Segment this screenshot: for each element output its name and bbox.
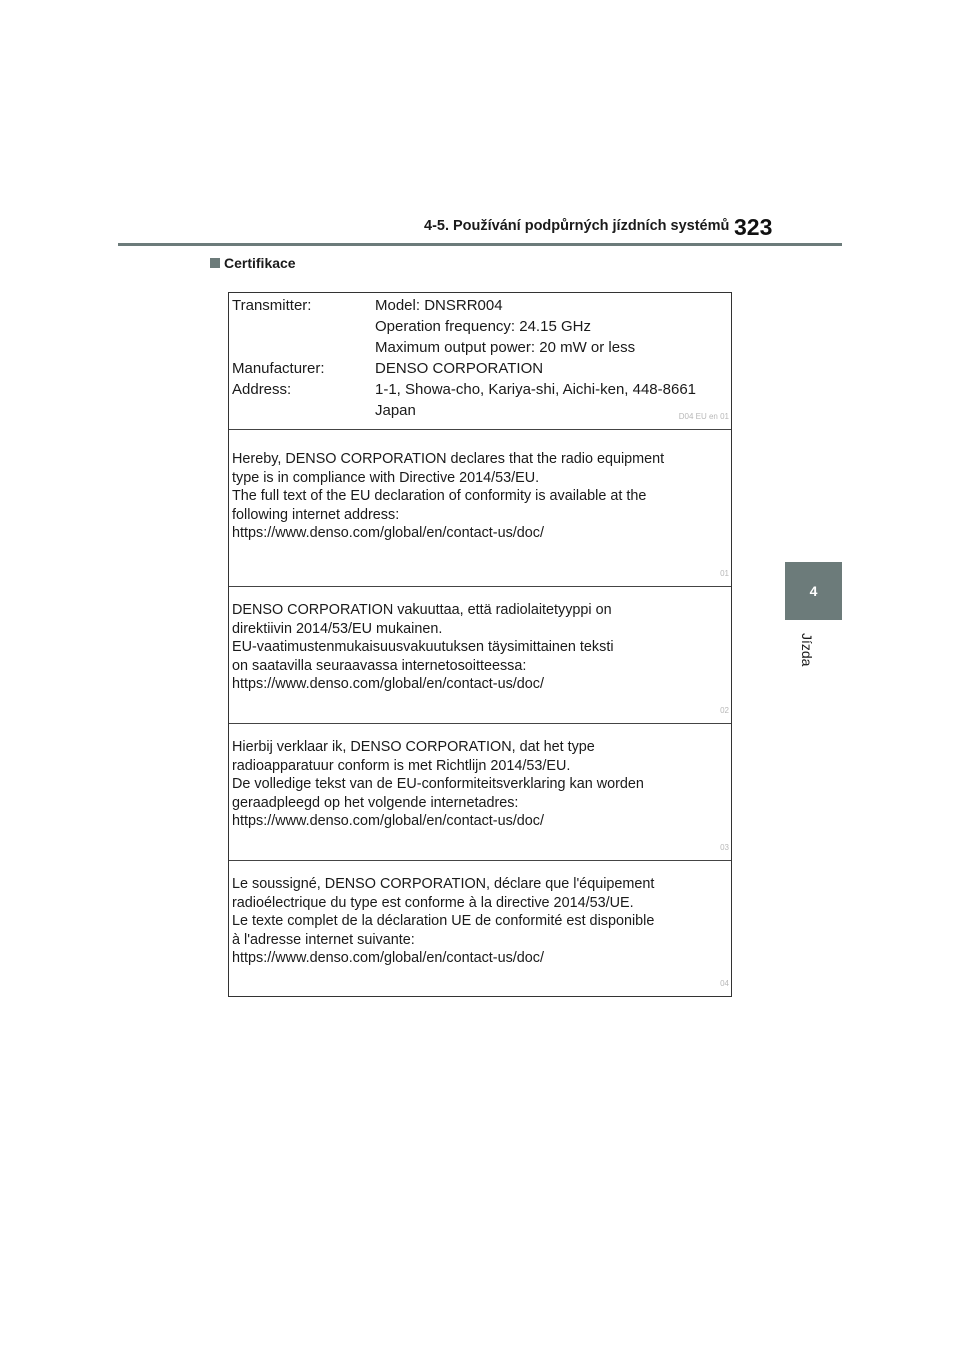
square-bullet-icon bbox=[210, 258, 220, 268]
declaration-line: geraadpleegd op het volgende internetadres: bbox=[232, 794, 519, 811]
spec-value: Maximum output power: 20 mW or less bbox=[375, 339, 636, 356]
declaration-line: radioélectrique du type est conforme à la directive 2014/53/UE. bbox=[232, 894, 634, 911]
declaration-line: https://www.denso.com/global/en/contact-us/doc/ bbox=[232, 525, 544, 542]
spec-label: Address: bbox=[232, 381, 292, 398]
certification-box bbox=[228, 292, 732, 997]
spec-row bbox=[229, 316, 731, 337]
declaration-line: https://www.denso.com/global/en/contact-us/doc/ bbox=[232, 676, 544, 693]
declaration-cell-fr bbox=[229, 861, 731, 996]
declaration-line: on saatavilla seuraavassa internetosoitteessa: bbox=[232, 657, 527, 674]
chapter-tab bbox=[785, 562, 842, 620]
declaration-cell-fi bbox=[229, 587, 731, 724]
section-heading bbox=[210, 255, 296, 271]
declaration-line: Hierbij verklaar ik, DENSO CORPORATION, dat het type bbox=[232, 739, 595, 755]
spec-value: Operation frequency: 24.15 GHz bbox=[375, 318, 591, 335]
declaration-code: 04 bbox=[720, 979, 729, 989]
declaration-line: DENSO CORPORATION vakuuttaa, että radiolaitetyyppi on bbox=[232, 602, 612, 618]
header-rule bbox=[118, 243, 842, 246]
section-heading-text: Certifikace bbox=[224, 255, 296, 271]
declaration-line: Le texte complet de la déclaration UE de conformité est disponible bbox=[232, 913, 655, 930]
declaration-line: The full text of the EU declaration of conformity is available at the bbox=[232, 488, 647, 505]
spec-cell bbox=[229, 293, 731, 430]
declaration-line: Le soussigné, DENSO CORPORATION, déclare que l'équipement bbox=[232, 876, 655, 892]
spec-label bbox=[229, 400, 375, 421]
spec-label bbox=[229, 337, 375, 358]
header-section-title: 4-5. Používání podpůrných jízdních systémů bbox=[424, 218, 730, 234]
declaration-line: EU-vaatimustenmukaisuusvakuutuksen täysimittainen teksti bbox=[232, 639, 614, 656]
spec-value: DENSO CORPORATION bbox=[375, 360, 544, 377]
declaration-line: https://www.denso.com/global/en/contact-us/doc/ bbox=[232, 813, 544, 830]
page-number: 323 bbox=[734, 214, 773, 240]
declaration-code: 02 bbox=[720, 706, 729, 716]
declaration-line: following internet address: bbox=[232, 506, 400, 523]
declaration-line: https://www.denso.com/global/en/contact-us/doc/ bbox=[232, 950, 544, 967]
spec-row bbox=[229, 379, 731, 400]
declaration-line: direktiivin 2014/53/EU mukainen. bbox=[232, 620, 443, 637]
spec-label: Manufacturer: bbox=[232, 360, 325, 377]
declaration-code: 01 bbox=[720, 569, 729, 579]
spec-value: Model: DNSRR004 bbox=[375, 297, 503, 314]
spec-value: 1-1, Showa-cho, Kariya-shi, Aichi-ken, 448-8661 bbox=[375, 381, 697, 398]
declaration-line: à l'adresse internet suivante: bbox=[232, 931, 415, 948]
declaration-cell-en bbox=[229, 430, 731, 587]
declaration-code: 03 bbox=[720, 843, 729, 853]
chapter-number: 4 bbox=[809, 583, 818, 599]
declaration-line: De volledige tekst van de EU-conformiteitsverklaring kan worden bbox=[232, 776, 644, 793]
spec-row bbox=[229, 337, 731, 358]
spec-label bbox=[229, 316, 375, 337]
declaration-line: radioapparatuur conform is met Richtlijn 2014/53/EU. bbox=[232, 757, 571, 774]
spec-code: D04 EU en 01 bbox=[678, 412, 729, 422]
spec-label: Transmitter: bbox=[232, 297, 312, 314]
declaration-cell-nl bbox=[229, 724, 731, 861]
spec-value: Japan bbox=[375, 402, 416, 419]
spec-row bbox=[229, 358, 731, 379]
spec-row bbox=[229, 295, 731, 316]
declaration-line: type is in compliance with Directive 2014/53/EU. bbox=[232, 469, 540, 486]
declaration-line: Hereby, DENSO CORPORATION declares that the radio equipment bbox=[232, 451, 665, 467]
spec-row bbox=[229, 400, 731, 421]
chapter-label: Jízda bbox=[799, 633, 815, 667]
